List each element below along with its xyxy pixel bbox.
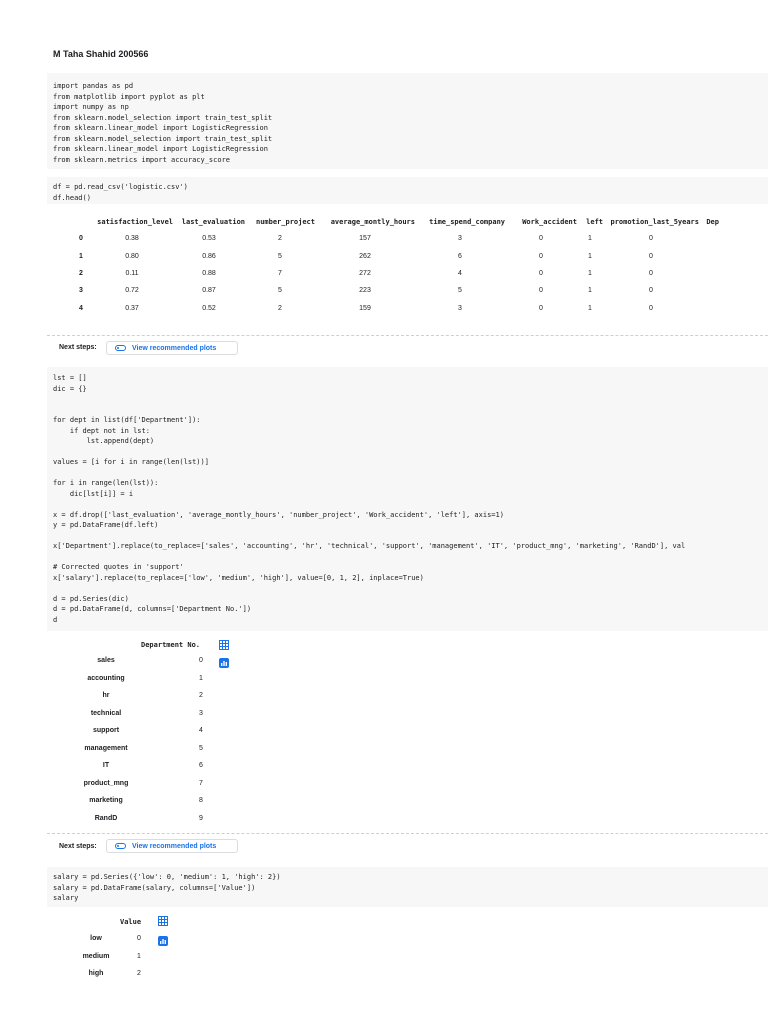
- row-value: 2: [137, 970, 141, 977]
- section-divider: [47, 833, 768, 834]
- table-cell: 0.11: [125, 269, 139, 277]
- column-header: promotion_last_5years: [610, 217, 699, 226]
- column-header: satisfaction_level: [97, 217, 173, 226]
- row-value: 0: [199, 657, 203, 664]
- code-line: for i in range(len(lst)):: [53, 479, 159, 487]
- code-line: [53, 468, 768, 479]
- table-cell: 5: [278, 287, 282, 295]
- row-label: technical: [90, 709, 122, 717]
- column-header: average_montly_hours: [330, 217, 415, 226]
- code-line: [53, 394, 768, 405]
- table-cell: 0: [649, 252, 653, 260]
- table-cell: 0: [649, 287, 653, 295]
- code-line: [53, 405, 768, 416]
- next-steps-label: Next steps:: [59, 344, 97, 351]
- table-cell: 0: [539, 304, 543, 312]
- code-line: if dept not in lst:: [53, 426, 150, 435]
- row-label: support: [92, 727, 120, 734]
- column-header: [53, 213, 91, 230]
- table-cell: 0.80: [125, 252, 139, 260]
- row-index: 4: [79, 304, 83, 312]
- row-index: 3: [79, 287, 83, 295]
- table-row: [53, 300, 719, 317]
- table-row: [53, 265, 719, 282]
- code-line: x['Department'].replace(to_replace=['sales', 'accounting', 'hr', 'technical', 'support', 'management', 'IT', 'product_mng', 'marketing', 'RandD'], val: [53, 542, 686, 550]
- code-line: from matplotlib import pyplot as plt: [53, 92, 205, 101]
- code-line: salary = pd.DataFrame(salary, columns=['Value']): [53, 883, 256, 892]
- table-cell: 0: [649, 304, 653, 312]
- row-label: IT: [102, 762, 110, 769]
- code-line: x['salary'].replace(to_replace=['low', 'medium', 'high'], value=[0, 1, 2], inplace=True): [53, 573, 424, 582]
- row-index: 1: [79, 252, 83, 260]
- code-line: import pandas as pd: [53, 82, 134, 90]
- code-line: lst.append(dept): [53, 437, 155, 445]
- code-line: import numpy as np: [53, 103, 129, 111]
- table-cell: 223: [359, 287, 371, 295]
- toggle-icon: [115, 345, 126, 351]
- code-line: dic[lst[i]] = i: [53, 489, 134, 498]
- view-recommended-plots-label: View recommended plots: [132, 842, 217, 850]
- code-line: d = pd.Series(dic): [53, 594, 129, 603]
- code-line: [53, 499, 768, 510]
- table-cell: 3: [458, 304, 462, 312]
- bar-chart-icon[interactable]: [158, 936, 168, 946]
- code-cell-read-csv[interactable]: [47, 177, 768, 204]
- code-line: y = pd.DataFrame(df.left): [53, 521, 159, 529]
- column-header: number_project: [255, 217, 315, 226]
- document-title: M Taha Shahid 200566: [53, 49, 149, 59]
- table-icon[interactable]: [219, 640, 229, 650]
- row-label: medium: [82, 952, 110, 960]
- row-index: 2: [79, 269, 83, 277]
- toggle-icon: [115, 843, 126, 849]
- salary-table-header: Value: [120, 918, 142, 926]
- column-header: Work_accident: [522, 217, 577, 226]
- row-label: sales: [97, 657, 115, 664]
- code-line: x = df.drop(['last_evaluation', 'average_montly_hours', 'number_project', 'Work_accident', 'left'], axis=1): [53, 510, 504, 519]
- table-cell: 7: [278, 269, 282, 277]
- view-recommended-plots-button[interactable]: [106, 839, 238, 853]
- table-cell: 5: [458, 287, 462, 295]
- code-line: from sklearn.linear_model import LogisticRegression: [53, 124, 268, 132]
- table-cell: 0.38: [125, 235, 139, 243]
- code-cell-imports[interactable]: [47, 73, 768, 169]
- row-value: 3: [199, 709, 203, 717]
- table-cell: 1: [588, 235, 592, 243]
- table-row: [53, 282, 719, 299]
- row-label: accounting: [87, 674, 125, 682]
- row-label: product_mng: [83, 779, 129, 787]
- row-index: 0: [79, 235, 83, 243]
- table-cell: 3: [458, 235, 462, 243]
- table-cell: 0.53: [202, 235, 216, 243]
- table-cell: 1: [588, 269, 592, 277]
- code-line: [53, 552, 768, 563]
- table-cell: 0: [539, 235, 543, 243]
- table-cell: 0.72: [125, 287, 139, 295]
- table-cell: 1: [588, 304, 592, 312]
- code-line: # Corrected quotes in 'support': [53, 563, 184, 571]
- row-value: 1: [199, 674, 203, 682]
- table-row: [53, 230, 719, 247]
- row-label: RandD: [94, 814, 118, 822]
- section-divider: [47, 335, 768, 336]
- code-line: lst = []: [53, 374, 87, 382]
- row-value: 7: [199, 779, 203, 787]
- row-label: management: [84, 744, 128, 752]
- code-line: [53, 447, 768, 458]
- code-line: from sklearn.metrics import accuracy_score: [53, 155, 231, 164]
- code-line: values = [i for i in range(len(lst))]: [53, 458, 209, 466]
- view-recommended-plots-button[interactable]: [106, 341, 238, 355]
- view-recommended-plots-label: View recommended plots: [132, 344, 217, 352]
- row-label: hr: [102, 692, 110, 699]
- table-row: [53, 247, 719, 264]
- row-value: 9: [199, 814, 203, 822]
- code-line: from sklearn.model_selection import train_test_split: [53, 113, 273, 122]
- code-line: for dept in list(df['Department']):: [53, 416, 201, 424]
- table-cell: 0: [649, 269, 653, 277]
- table-cell: 5: [278, 252, 282, 260]
- code-line: df = pd.read_csv('logistic.csv'): [53, 183, 188, 191]
- code-cell-salary[interactable]: [47, 867, 768, 907]
- bar-chart-icon[interactable]: [219, 658, 229, 668]
- row-label: low: [90, 935, 102, 942]
- column-header: time_spend_company: [429, 217, 505, 226]
- code-line: dic = {}: [53, 384, 87, 393]
- table-cell: 2: [278, 235, 282, 243]
- code-line: salary: [53, 894, 79, 902]
- code-line: from sklearn.linear_model import LogisticRegression: [53, 145, 268, 153]
- column-header: last_evaluation: [181, 217, 245, 226]
- row-value: 1: [137, 952, 141, 960]
- row-value: 0: [137, 935, 141, 942]
- table-cell: 0: [539, 287, 543, 295]
- row-value: 2: [199, 692, 203, 699]
- table-cell: 6: [458, 252, 462, 260]
- table-cell: 0.37: [125, 304, 139, 312]
- code-line: [53, 531, 768, 542]
- table-cell: 0: [539, 269, 543, 277]
- row-value: 4: [199, 727, 203, 734]
- table-cell: 0: [649, 235, 653, 243]
- code-line: d = pd.DataFrame(d, columns=['Department No.']): [53, 605, 252, 613]
- column-header: left: [586, 217, 603, 226]
- table-cell: 262: [359, 252, 371, 260]
- next-steps-label: Next steps:: [59, 843, 97, 850]
- department-table-header: Department No.: [141, 641, 201, 649]
- table-icon[interactable]: [158, 916, 168, 926]
- table-cell: 1: [588, 252, 592, 260]
- row-value: 6: [199, 762, 203, 769]
- row-value: 8: [199, 797, 203, 804]
- code-line: [53, 583, 768, 594]
- code-line: d: [53, 615, 58, 624]
- table-cell: 159: [359, 304, 371, 312]
- dataframe-head-table: [53, 213, 719, 317]
- row-label: marketing: [89, 797, 123, 804]
- code-cell-department-encoding[interactable]: [47, 367, 768, 631]
- table-cell: 0.87: [202, 287, 216, 295]
- row-value: 5: [199, 744, 203, 752]
- table-cell: 0.52: [202, 304, 216, 312]
- table-cell: 0: [539, 252, 543, 260]
- table-cell: 157: [359, 235, 371, 243]
- column-header: Dep: [706, 217, 719, 226]
- code-line: salary = pd.Series({'low': 0, 'medium': 1, 'high': 2}): [53, 873, 281, 881]
- table-cell: 0.86: [202, 252, 216, 260]
- code-line: from sklearn.model_selection import train_test_split: [53, 134, 273, 143]
- table-cell: 2: [278, 304, 282, 312]
- code-line: df.head(): [53, 193, 91, 202]
- table-cell: 272: [359, 269, 371, 277]
- table-cell: 0.88: [202, 269, 216, 277]
- row-label: high: [88, 970, 104, 977]
- table-cell: 1: [588, 287, 592, 295]
- table-cell: 4: [458, 269, 462, 277]
